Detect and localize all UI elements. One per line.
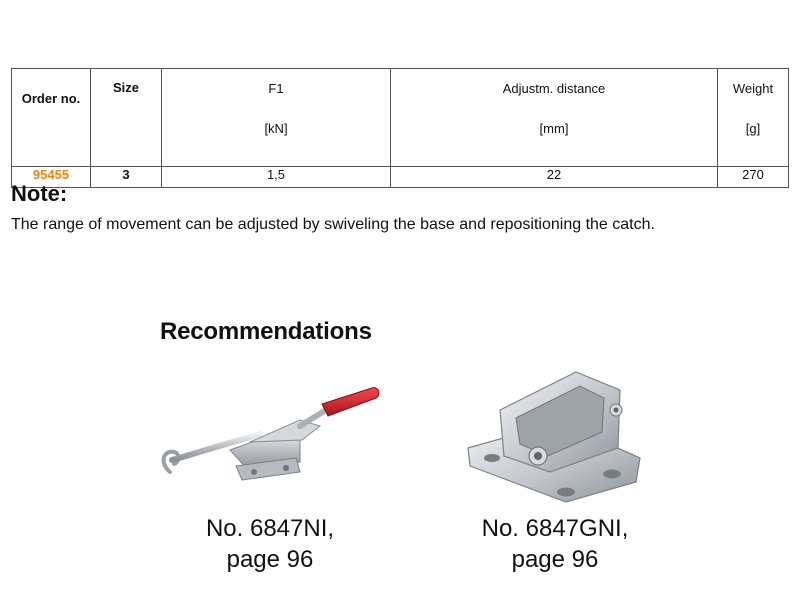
note-text: The range of movement can be adjusted by swiveling the base and repositioning the catch. — [11, 216, 655, 233]
header-f1-label: F1 — [268, 81, 284, 96]
header-f1 — [162, 69, 391, 167]
table-row — [12, 167, 789, 188]
note-title: Note: — [11, 181, 68, 206]
recommendation-item-6847gni[interactable] — [440, 362, 670, 582]
recommendation-item-6847ni[interactable] — [150, 380, 390, 580]
recommendations-title: Recommendations — [160, 318, 372, 345]
header-adjustment-label: Adjustm. distance — [502, 81, 606, 96]
header-adjustment-unit: [mm] — [539, 121, 569, 136]
header-f1-unit: [kN] — [264, 121, 288, 136]
hook-toggle-clamp-image — [150, 380, 390, 500]
f1-cell: 1,5 — [162, 167, 391, 188]
header-order-no-label: Order no. — [21, 91, 81, 106]
angled-bracket-image — [440, 362, 670, 512]
product-number: No. 6847NI, — [205, 515, 335, 542]
adjustment-cell: 22 — [391, 167, 718, 188]
header-order-no — [12, 69, 91, 167]
caption-6847ni — [150, 513, 390, 575]
product-page: page 96 — [226, 546, 314, 573]
spec-table — [11, 68, 789, 188]
header-weight-unit: [g] — [745, 121, 761, 136]
caption-6847gni — [440, 513, 670, 575]
order-number-link[interactable]: 95455 — [12, 167, 91, 188]
header-size — [91, 69, 162, 167]
weight-cell: 270 — [718, 167, 789, 188]
header-weight — [718, 69, 789, 167]
product-page: page 96 — [511, 546, 599, 573]
header-weight-label: Weight — [732, 81, 774, 96]
table-header-row — [12, 69, 789, 167]
header-size-label: Size — [112, 80, 139, 95]
header-adjustment — [391, 69, 718, 167]
size-cell: 3 — [91, 167, 162, 188]
product-number: No. 6847GNI, — [481, 515, 629, 542]
